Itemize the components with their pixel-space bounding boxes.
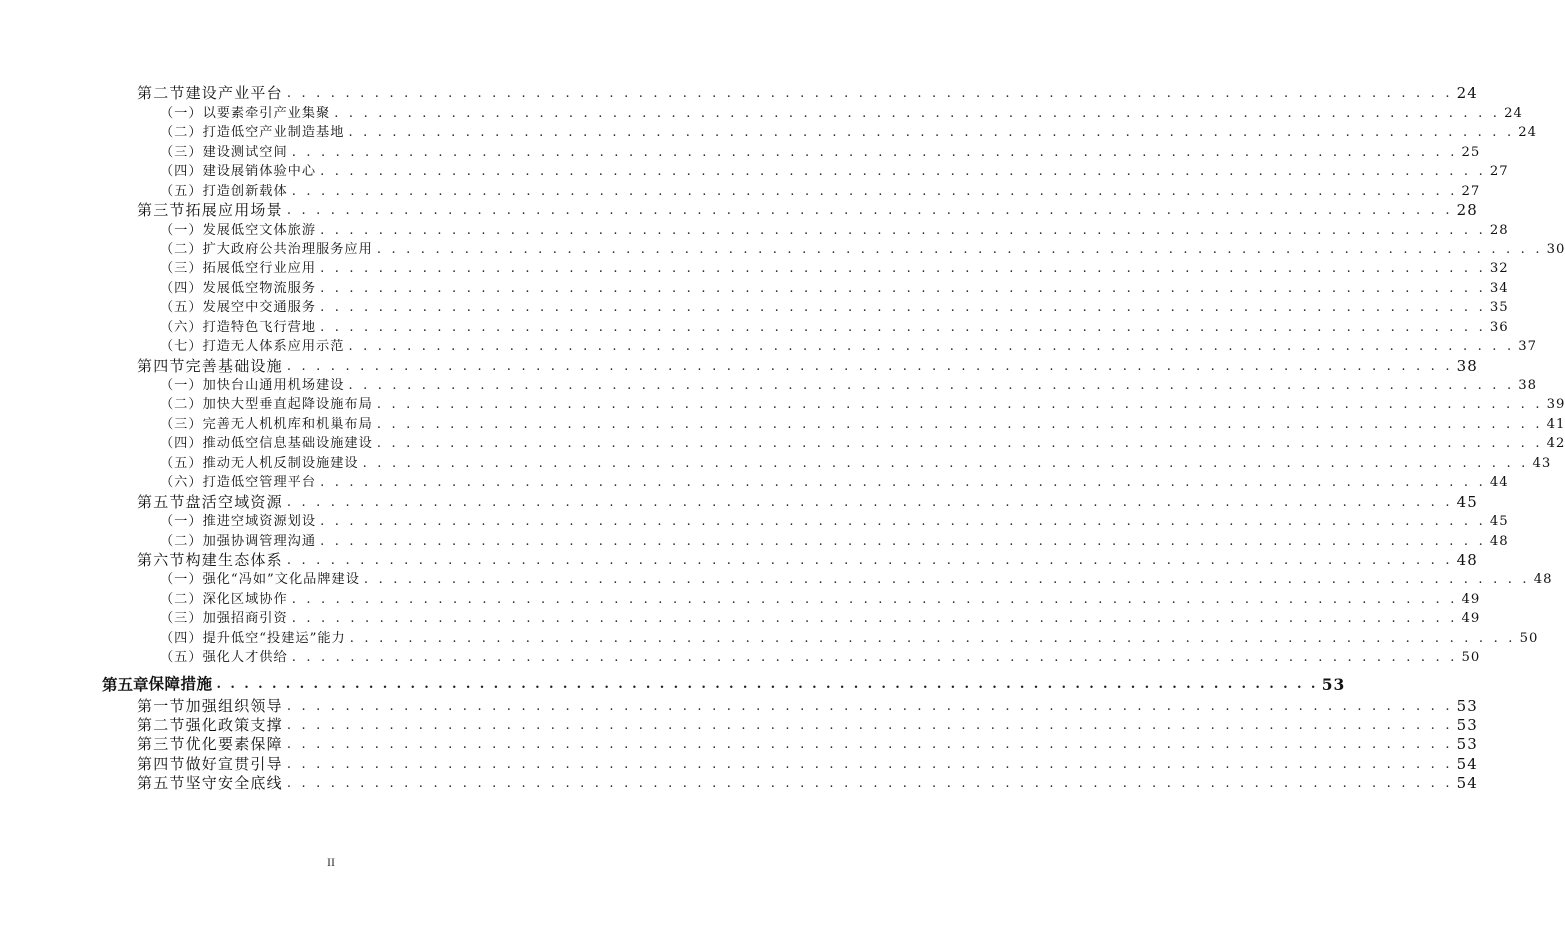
toc-page-number: 43 xyxy=(1532,455,1552,471)
toc-subsection-entry[interactable] xyxy=(0,240,1565,259)
toc-subsection-entry[interactable] xyxy=(0,570,1553,589)
toc-page-number: 34 xyxy=(1489,280,1509,296)
toc-entry-title: 加强招商引资 xyxy=(202,611,288,627)
toc-entry-number: 第六节 xyxy=(137,550,186,569)
toc-subsection-entry[interactable] xyxy=(0,453,1552,472)
toc-leader-dots: . . . . . . . . . . . . . . . . . . . . . . . . . . . . . . . . . . . . . . . . . . . . . . . . . . . . . . . . . . . . . . . . . . . . . . . . . . . . . . . . xyxy=(320,319,1486,335)
toc-entry-title: 构建生态体系 xyxy=(185,550,283,569)
toc-entry-number: 第五节 xyxy=(137,492,186,511)
toc-subsection-entry[interactable] xyxy=(0,181,1481,200)
toc-entry-title: 强化人才供给 xyxy=(202,650,288,666)
toc-entry-title: 发展低空文体旅游 xyxy=(202,222,317,238)
toc-leader-dots: . . . . . . . . . . . . . . . . . . . . . . . . . . . . . . . . . . . . . . . . . . . . . . . . . . . . . . . . . . . . . . . . . . . . . . . . . . . . . . . . xyxy=(291,183,1458,199)
toc-page-number: 24 xyxy=(1518,125,1538,141)
toc-leader-dots: . . . . . . . . . . . . . . . . . . . . . . . . . . . . . . . . . . . . . . . . . . . . . . . . . . . . . . . . . . . . . . . . . . . . . . . . . . . . . . . . xyxy=(286,494,1453,510)
toc-page-number: 48 xyxy=(1456,550,1478,569)
toc-subsection-entry[interactable] xyxy=(0,103,1523,122)
toc-entry-title: 建设测试空间 xyxy=(202,144,288,160)
toc-entry-title: 加强协调管理沟通 xyxy=(202,533,317,549)
toc-page-number: 54 xyxy=(1456,754,1478,773)
toc-entry-title: 扩大政府公共治理服务应用 xyxy=(202,241,373,257)
toc-entry-title: 强化政策支撑 xyxy=(185,716,283,734)
toc-subsection-entry[interactable] xyxy=(0,434,1565,453)
toc-entry-number: （二） xyxy=(160,591,203,607)
toc-leader-dots: . . . . . . . . . . . . . . . . . . . . . . . . . . . . . . . . . . . . . . . . . . . . . . . . . . . . . . . . . . . . . . . . . . . . . . . . . . . . . . . . xyxy=(286,552,1453,568)
toc-entry-number: 第四节 xyxy=(137,356,186,375)
toc-section-entry[interactable] xyxy=(0,735,1478,754)
toc-leader-dots: . . . . . . . . . . . . . . . . . . . . . . . . . . . . . . . . . . . . . . . . . . . . . . . . . . . . . . . . . . . . . . . . . . . . . . . . . . . . . . . . xyxy=(286,776,1453,792)
toc-leader-dots: . . . . . . . . . . . . . . . . . . . . . . . . . . . . . . . . . . . . . . . . . . . . . . . . . . . . . . . . . . . . . . . . . . . . . . . . . . . . . . . . xyxy=(348,378,1515,393)
toc-subsection-entry[interactable] xyxy=(0,162,1509,181)
toc-entry-number: 第五节 xyxy=(137,774,186,793)
toc-page-number: 41 xyxy=(1546,416,1565,432)
toc-entry-title: 保障措施 xyxy=(148,675,213,694)
toc-entry-title: 发展空中交通服务 xyxy=(202,300,317,316)
toc-page-number: 27 xyxy=(1489,164,1509,180)
toc-subsection-entry[interactable] xyxy=(0,142,1481,161)
toc-entry-title: 推动低空信息基础设施建设 xyxy=(202,436,373,452)
toc-entry-title: 建设展销体验中心 xyxy=(202,164,317,180)
toc-entry-title: 深化区域协作 xyxy=(202,591,288,607)
toc-entry-number: （四） xyxy=(160,630,203,646)
toc-entry-number: （三） xyxy=(160,261,203,277)
toc-subsection-entry[interactable] xyxy=(0,609,1481,628)
toc-entry-number: （五） xyxy=(160,183,203,199)
toc-page-number: 27 xyxy=(1461,183,1481,199)
toc-section-entry[interactable] xyxy=(0,774,1478,793)
toc-page-number: 50 xyxy=(1461,650,1481,666)
toc-entry-number: （六） xyxy=(160,475,203,491)
toc-page-number: 53 xyxy=(1456,735,1478,754)
toc-entry-number: （三） xyxy=(160,416,203,432)
toc-page-number: 48 xyxy=(1533,572,1553,588)
toc-page-number: 35 xyxy=(1489,300,1509,316)
toc-subsection-entry[interactable] xyxy=(0,648,1481,667)
toc-section-entry[interactable] xyxy=(0,716,1478,735)
toc-leader-dots: . . . . . . . . . . . . . . . . . . . . . . . . . . . . . . . . . . . . . . . . . . . . . . . . . . . . . . . . . . . . . . . . . . . . . . . . . . . . . . . . xyxy=(286,698,1453,714)
toc-entry-number: （二） xyxy=(160,125,203,141)
toc-section-entry[interactable] xyxy=(0,356,1478,375)
toc-entry-number: （四） xyxy=(160,280,203,296)
toc-entry-title: 优化要素保障 xyxy=(185,735,283,754)
toc-entry-number: （二） xyxy=(160,533,203,549)
toc-page-number: 53 xyxy=(1456,696,1478,715)
toc-section-entry[interactable] xyxy=(0,754,1478,773)
toc-leader-dots: . . . . . . . . . . . . . . . . . . . . . . . . . . . . . . . . . . . . . . . . . . . . . . . . . . . . . . . . . . . . . . . . . . . . . . . . . . . . . . . . xyxy=(320,514,1486,530)
toc-entry-number: （一） xyxy=(160,378,203,393)
toc-subsection-entry[interactable] xyxy=(0,259,1509,278)
toc-page-number: 42 xyxy=(1546,436,1565,452)
toc-leader-dots: . . . . . . . . . . . . . . . . . . . . . . . . . . . . . . . . . . . . . . . . . . . . . . . . . . . . . . . . . . . . . . . . . . . . . . . . . . . . . . . . xyxy=(286,86,1453,102)
toc-entry-title: 打造低空管理平台 xyxy=(202,475,317,491)
toc-page-number: 48 xyxy=(1489,533,1509,549)
table-of-contents xyxy=(0,84,1565,793)
toc-entry-title: 打造无人体系应用示范 xyxy=(202,339,345,355)
toc-entry-number: 第一节 xyxy=(137,696,186,715)
toc-subsection-entry[interactable] xyxy=(0,473,1509,492)
toc-entry-number: （五） xyxy=(160,455,203,471)
toc-entry-title: 推动无人机反制设施建设 xyxy=(202,455,359,471)
toc-entry-number: （一） xyxy=(160,572,203,588)
toc-subsection-entry[interactable] xyxy=(0,278,1509,297)
toc-leader-dots: . . . . . . . . . . . . . . . . . . . . . . . . . . . . . . . . . . . . . . . . . . . . . . . . . . . . . . . . . . . . . . . . . . . . . . . . . . . . . . . . xyxy=(291,611,1458,627)
toc-leader-dots: . . . . . . . . . . . . . . . . . . . . . . . . . . . . . . . . . . . . . . . . . . . . . . . . . . . . . . . . . . . . . . . . . . . . . . . . . . . . . . . . xyxy=(291,144,1458,160)
toc-page-number: 37 xyxy=(1518,339,1538,355)
toc-entry-number: （二） xyxy=(160,241,203,257)
toc-entry-number: （一） xyxy=(160,105,203,121)
toc-page-number: 54 xyxy=(1456,774,1478,793)
toc-subsection-entry[interactable] xyxy=(0,123,1538,142)
toc-entry-title: 打造创新载体 xyxy=(202,183,288,199)
toc-page-number: 24 xyxy=(1504,105,1523,121)
toc-subsection-entry[interactable] xyxy=(0,589,1481,608)
toc-entry-title: 拓展应用场景 xyxy=(185,201,283,220)
toc-subsection-entry[interactable] xyxy=(0,317,1509,336)
toc-page-number: 38 xyxy=(1518,378,1538,393)
toc-page-number: 39 xyxy=(1546,397,1565,413)
toc-leader-dots: . . . . . . . . . . . . . . . . . . . . . . . . . . . . . . . . . . . . . . . . . . . . . . . . . . . . . . . . . . . . . . . . . . . . . . . . . . . . . . . . xyxy=(376,241,1543,257)
toc-entry-number: （六） xyxy=(160,319,203,335)
toc-leader-dots: . . . . . . . . . . . . . . . . . . . . . . . . . . . . . . . . . . . . . . . . . . . . . . . . . . . . . . . . . . . . . . . . . . . . . . . . . . . . . . . . xyxy=(376,397,1543,413)
toc-entry-title: 打造低空产业制造基地 xyxy=(202,125,345,141)
page-number-footer: II xyxy=(327,855,335,869)
toc-leader-dots: . . . . . . . . . . . . . . . . . . . . . . . . . . . . . . . . . . . . . . . . . . . . . . . . . . . . . . . . . . . . . . . . . . . . . . . . . . . . . . . . xyxy=(334,105,1501,121)
toc-page-number: 53 xyxy=(1321,675,1346,695)
toc-leader-dots: . . . . . . . . . . . . . . . . . . . . . . . . . . . . . . . . . . . . . . . . . . . . . . . . . . . . . . . . . . . . . . . . . . . . . . . . . . . . . . . . xyxy=(349,630,1516,646)
toc-page-number: 28 xyxy=(1489,222,1509,238)
toc-subsection-entry[interactable] xyxy=(0,414,1565,433)
toc-subsection-entry[interactable] xyxy=(0,395,1565,414)
toc-leader-dots: . . . . . . . . . . . . . . . . . . . . . . . . . . . . . . . . . . . . . . . . . . . . . . . . . . . . . . . . . . . . . . . . . . . . . . . . . . . . . . . . xyxy=(320,164,1486,180)
toc-chapter-entry[interactable] xyxy=(0,672,1346,695)
toc-entry-number: 第三节 xyxy=(137,735,186,754)
toc-leader-dots: . . . . . . . . . . . . . . . . . . . . . . . . . . . . . . . . . . . . . . . . . . . . . . . . . . . . . . . . . . . . . . . . . . . . . . . . . . . . . . . . xyxy=(320,222,1486,238)
toc-entry-title: 坚守安全底线 xyxy=(185,774,283,793)
toc-page-number: 32 xyxy=(1489,261,1509,277)
toc-entry-number: （二） xyxy=(160,397,203,413)
toc-entry-number: （四） xyxy=(160,436,203,452)
toc-entry-title: 建设产业平台 xyxy=(185,84,283,103)
toc-entry-number: （四） xyxy=(160,164,203,180)
toc-page-number: 45 xyxy=(1489,514,1509,530)
toc-leader-dots: . . . . . . . . . . . . . . . . . . . . . . . . . . . . . . . . . . . . . . . . . . . . . . . . . . . . . . . . . . . . . . . . . . . . . . . . . . . . . . . . xyxy=(286,203,1453,219)
toc-entry-number: （七） xyxy=(160,339,203,355)
toc-entry-number: 第二节 xyxy=(137,716,186,734)
toc-entry-number: （一） xyxy=(160,222,203,238)
toc-leader-dots: . . . . . . . . . . . . . . . . . . . . . . . . . . . . . . . . . . . . . . . . . . . . . . . . . . . . . . . . . . . . . . . . . . . . . . . . . . . . . . . . xyxy=(320,261,1486,277)
toc-leader-dots: . . . . . . . . . . . . . . . . . . . . . . . . . . . . . . . . . . . . . . . . . . . . . . . . . . . . . . . . . . . . . . . . . . . . . . . . . . . . . . . . xyxy=(291,591,1458,607)
toc-page-number: 50 xyxy=(1519,630,1539,646)
toc-page-number: 49 xyxy=(1461,611,1481,627)
toc-entry-number: （五） xyxy=(160,300,203,316)
toc-entry-title: 加快台山通用机场建设 xyxy=(202,378,345,393)
toc-subsection-entry[interactable] xyxy=(0,337,1538,356)
toc-leader-dots: . . . . . . . . . . . . . . . . . . . . . . . . . . . . . . . . . . . . . . . . . . . . . . . . . . . . . . . . . . . . . . . . . . . . . . . . . . . . . . . . xyxy=(291,650,1458,666)
toc-page-number: 44 xyxy=(1489,475,1509,491)
toc-entry-title: 以要素牵引产业集聚 xyxy=(202,105,331,121)
toc-leader-dots: . . . . . . . . . . . . . . . . . . . . . . . . . . . . . . . . . . . . . . . . . . . . . . . . . . . . . . . . . . . . . . . . . . . . . . . . . . . . . . . . xyxy=(363,572,1530,588)
toc-subsection-entry[interactable] xyxy=(0,531,1509,550)
toc-entry-number: （三） xyxy=(160,144,203,160)
toc-leader-dots: . . . . . . . . . . . . . . . . . . . . . . . . . . . . . . . . . . . . . . . . . . . . . . . . . . . . . . . . . . . . . . . . . . . . . . . . . . . . . . . . xyxy=(348,125,1515,141)
toc-page-number: 49 xyxy=(1461,591,1481,607)
toc-leader-dots: . . . . . . . . . . . . . . . . . . . . . . . . . . . . . . . . . . . . . . . . . . . . . . . . . . . . . . . . . . . . . . . . . . . . . . . . . . . . . . . . xyxy=(320,300,1486,316)
toc-page-number: 28 xyxy=(1456,201,1478,220)
toc-section-entry[interactable] xyxy=(0,84,1478,103)
toc-entry-title: 盘活空域资源 xyxy=(185,492,283,511)
toc-subsection-entry[interactable] xyxy=(0,512,1509,531)
toc-entry-number: （五） xyxy=(160,650,203,666)
toc-page-number: 53 xyxy=(1456,716,1478,734)
toc-section-entry[interactable] xyxy=(0,201,1478,220)
toc-subsection-entry[interactable] xyxy=(0,298,1509,317)
toc-subsection-entry[interactable] xyxy=(0,220,1509,239)
toc-page-number: 38 xyxy=(1456,356,1478,375)
toc-leader-dots: . . . . . . . . . . . . . . . . . . . . . . . . . . . . . . . . . . . . . . . . . . . . . . . . . . . . . . . . . . . . . . . . . . . . . . . . . . . . . . . . xyxy=(376,436,1543,452)
toc-leader-dots: . . . . . . . . . . . . . . . . . . . . . . . . . . . . . . . . . . . . . . . . . . . . . . . . . . . . . . . . . . . . . . . . . . . . . . . . . . . . . . . . xyxy=(286,718,1453,733)
toc-entry-title: 强化“冯如”文化品牌建设 xyxy=(202,572,360,588)
toc-page-number: 25 xyxy=(1461,144,1481,160)
toc-leader-dots: . . . . . . . . . . . . . . . . . . . . . . . . . . . . . . . . . . . . . . . . . . . . . . . . . . . . . . . . . . . . . . . . . . . . . . . . . . . . . . . . xyxy=(286,358,1453,374)
toc-entry-number: （三） xyxy=(160,611,203,627)
toc-entry-number: 第五章 xyxy=(102,675,149,695)
toc-page-number: 45 xyxy=(1456,492,1478,511)
toc-entry-number: 第四节 xyxy=(137,754,186,773)
toc-entry-title: 完善基础设施 xyxy=(185,356,283,375)
toc-entry-number: （一） xyxy=(160,514,203,530)
toc-entry-title: 完善无人机机库和机巢布局 xyxy=(202,416,373,432)
toc-entry-title: 加强组织领导 xyxy=(185,696,283,715)
toc-leader-dots: . . . . . . . . . . . . . . . . . . . . . . . . . . . . . . . . . . . . . . . . . . . . . . . . . . . . . . . . . . . . . . . . . . . . . . . . . . . . . . . . xyxy=(286,756,1453,772)
toc-section-entry[interactable] xyxy=(0,550,1478,570)
toc-subsection-entry[interactable] xyxy=(0,628,1539,647)
toc-leader-dots: . . . . . . . . . . . . . . . . . . . . . . . . . . . . . . . . . . . . . . . . . . . . . . . . . . . . . . . . . . . . . . . . . . . . . . . . . . . . . . . . xyxy=(320,475,1486,491)
toc-entry-title: 加快大型垂直起降设施布局 xyxy=(202,397,373,413)
toc-section-entry[interactable] xyxy=(0,492,1478,511)
toc-leader-dots: . . . . . . . . . . . . . . . . . . . . . . . . . . . . . . . . . . . . . . . . . . . . . . . . . . . . . . . . . . . . . . . . . . . . . . . . . . . . . . . . xyxy=(286,737,1453,753)
toc-entry-number: 第三节 xyxy=(137,201,186,220)
toc-leader-dots: . . . . . . . . . . . . . . . . . . . . . . . . . . . . . . . . . . . . . . . . . . . . . . . . . . . . . . . . . . . . . . . . . . . . . . . . . . . . . . . . xyxy=(320,533,1486,549)
toc-leader-dots: . . . . . . . . . . . . . . . . . . . . . . . . . . . . . . . . . . . . . . . . . . . . . . . . . . . . . . . . . . . . . . . . . . . . . . . . . . . . . . . . xyxy=(376,416,1543,432)
toc-entry-title: 推进空域资源划设 xyxy=(202,514,317,530)
toc-entry-title: 做好宣贯引导 xyxy=(185,754,283,773)
toc-entry-title: 打造特色飞行营地 xyxy=(202,319,317,335)
toc-entry-number: 第二节 xyxy=(137,84,186,103)
toc-subsection-entry[interactable] xyxy=(0,376,1538,395)
toc-leader-dots: . . . . . . . . . . . . . . . . . . . . . . . . . . . . . . . . . . . . . . . . . . . . . . . . . . . . . . . . . . . . . . . . . . . . . . . . . . . . . . . . xyxy=(216,677,1318,693)
toc-leader-dots: . . . . . . . . . . . . . . . . . . . . . . . . . . . . . . . . . . . . . . . . . . . . . . . . . . . . . . . . . . . . . . . . . . . . . . . . . . . . . . . . xyxy=(362,455,1529,471)
toc-page-number: 24 xyxy=(1456,84,1478,103)
toc-leader-dots: . . . . . . . . . . . . . . . . . . . . . . . . . . . . . . . . . . . . . . . . . . . . . . . . . . . . . . . . . . . . . . . . . . . . . . . . . . . . . . . . xyxy=(320,280,1486,296)
toc-page-number: 36 xyxy=(1489,319,1509,335)
toc-entry-title: 发展低空物流服务 xyxy=(202,280,317,296)
toc-leader-dots: . . . . . . . . . . . . . . . . . . . . . . . . . . . . . . . . . . . . . . . . . . . . . . . . . . . . . . . . . . . . . . . . . . . . . . . . . . . . . . . . xyxy=(348,339,1515,355)
toc-entry-title: 拓展低空行业应用 xyxy=(202,261,317,277)
toc-entry-title: 提升低空“投建运”能力 xyxy=(202,630,346,646)
toc-section-entry[interactable] xyxy=(0,696,1478,715)
toc-page-number: 30 xyxy=(1546,241,1565,257)
